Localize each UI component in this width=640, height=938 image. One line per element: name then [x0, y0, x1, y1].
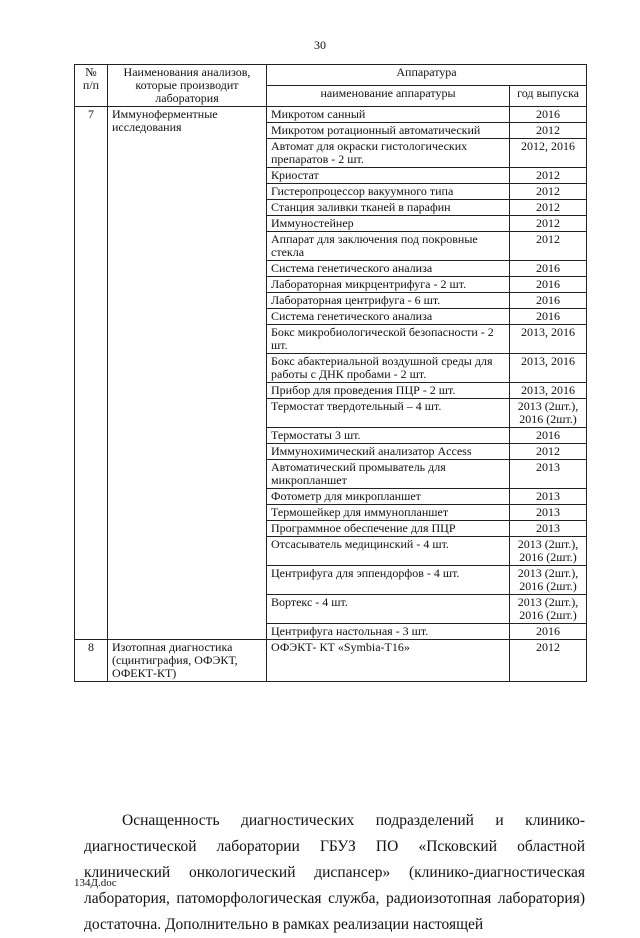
- group-number: 7: [75, 107, 108, 640]
- equipment-name: Гистеропроцессор вакуумного типа: [267, 184, 510, 200]
- equipment-name: Лабораторная центрифуга - 6 шт.: [267, 293, 510, 309]
- equipment-name: Иммунохимический анализатор Access: [267, 444, 510, 460]
- equipment-name: Прибор для проведения ПЦР - 2 шт.: [267, 383, 510, 399]
- equipment-year: 2012: [510, 168, 587, 184]
- equipment-name: Станция заливки тканей в парафин: [267, 200, 510, 216]
- equipment-name: Термостат твердотельный – 4 шт.: [267, 399, 510, 428]
- equipment-name: Аппарат для заключения под покровные стекла: [267, 232, 510, 261]
- header-analysis: Наименования анализов, которые производит лаборатория: [108, 65, 267, 107]
- equipment-name: Фотометр для микропланшет: [267, 489, 510, 505]
- header-equipment-group: Аппаратура: [267, 65, 587, 86]
- equipment-year: 2016: [510, 261, 587, 277]
- equipment-table: [74, 64, 587, 682]
- equipment-name: Криостат: [267, 168, 510, 184]
- table-row: [75, 640, 587, 682]
- equipment-name: Бокс абактериальной воздушной среды для работы с ДНК пробами - 2 шт.: [267, 354, 510, 383]
- equipment-name: Система генетического анализа: [267, 261, 510, 277]
- body-paragraph: Оснащенность диагностических подразделений и клинико-диагностической лаборатории ГБУЗ ПО «Псковский областной клинический онкологический диспансер» (клинико-диагностическая лаборатория, патоморфологическая служба, радиоизотопная лаборатория) достаточна. Дополнительно в рамках реализации настоящей: [84, 812, 585, 933]
- equipment-year: 2013: [510, 521, 587, 537]
- equipment-name: Микротом санный: [267, 107, 510, 123]
- equipment-year: 2013: [510, 460, 587, 489]
- equipment-name: Бокс микробиологической безопасности - 2 шт.: [267, 325, 510, 354]
- table-header-row: [75, 65, 587, 86]
- equipment-year: 2013 (2шт.), 2016 (2шт.): [510, 595, 587, 624]
- equipment-name: Программное обеспечение для ПЦР: [267, 521, 510, 537]
- equipment-year: 2013, 2016: [510, 325, 587, 354]
- equipment-year: 2013: [510, 505, 587, 521]
- equipment-year: 2013 (2шт.), 2016 (2шт.): [510, 566, 587, 595]
- page-number: 30: [314, 38, 326, 52]
- equipment-year: 2013 (2шт.), 2016 (2шт.): [510, 399, 587, 428]
- header-year: год выпуска: [510, 86, 587, 107]
- equipment-year: 2012, 2016: [510, 139, 587, 168]
- equipment-year: 2012: [510, 184, 587, 200]
- equipment-year: 2013: [510, 489, 587, 505]
- equipment-year: 2016: [510, 428, 587, 444]
- equipment-year: 2012: [510, 232, 587, 261]
- equipment-year: 2016: [510, 293, 587, 309]
- equipment-name: Вортекс - 4 шт.: [267, 595, 510, 624]
- equipment-year: 2016: [510, 309, 587, 325]
- equipment-year: 2016: [510, 624, 587, 640]
- equipment-name: Лабораторная микрцентрифуга - 2 шт.: [267, 277, 510, 293]
- equipment-year: 2013, 2016: [510, 354, 587, 383]
- header-equipment-name: наименование аппаратуры: [267, 86, 510, 107]
- equipment-name: Иммуностейнер: [267, 216, 510, 232]
- table-body: [75, 107, 587, 682]
- equipment-year: 2016: [510, 277, 587, 293]
- equipment-name: Микротом ротационный автоматический: [267, 123, 510, 139]
- equipment-year: 2012: [510, 216, 587, 232]
- header-num: № п/п: [75, 65, 108, 107]
- equipment-year: 2013 (2шт.), 2016 (2шт.): [510, 537, 587, 566]
- group-number: 8: [75, 640, 108, 682]
- equipment-year: 2012: [510, 123, 587, 139]
- equipment-year: 2013, 2016: [510, 383, 587, 399]
- equipment-year: 2016: [510, 107, 587, 123]
- equipment-name: ОФЭКТ- КТ «Symbia-T16»: [267, 640, 510, 682]
- group-analysis-name: Иммуноферментные исследования: [108, 107, 267, 640]
- equipment-name: Центрифуга для эппендорфов - 4 шт.: [267, 566, 510, 595]
- equipment-name: Автоматический промыватель для микропланшет: [267, 460, 510, 489]
- equipment-year: 2012: [510, 640, 587, 682]
- equipment-name: Термошейкер для иммунопланшет: [267, 505, 510, 521]
- equipment-year: 2012: [510, 200, 587, 216]
- equipment-year: 2012: [510, 444, 587, 460]
- equipment-name: Термостаты 3 шт.: [267, 428, 510, 444]
- equipment-name: Центрифуга настольная - 3 шт.: [267, 624, 510, 640]
- group-analysis-name: Изотопная диагностика (сцинтиграфия, ОФЭКТ, ОФЕКТ-КТ): [108, 640, 267, 682]
- equipment-name: Отсасыватель медицинский - 4 шт.: [267, 537, 510, 566]
- table-row: [75, 107, 587, 123]
- equipment-name: Система генетического анализа: [267, 309, 510, 325]
- footer-filename: 134Д.doc: [74, 877, 117, 889]
- equipment-name: Автомат для окраски гистологических препаратов - 2 шт.: [267, 139, 510, 168]
